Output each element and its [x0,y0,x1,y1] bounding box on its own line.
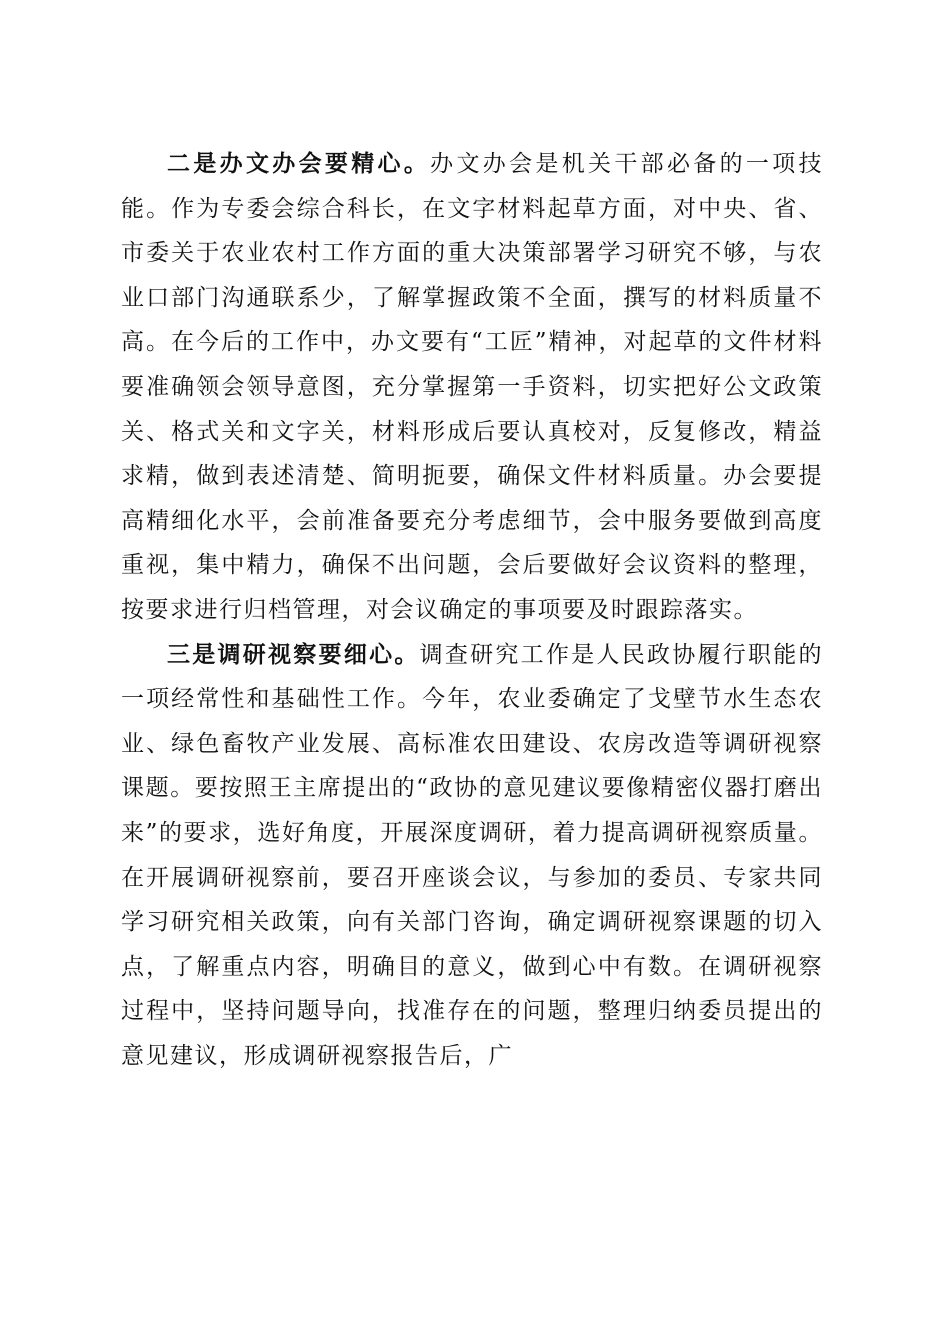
paragraph-research-inspection [121,633,823,1079]
paragraph-body: 调查研究工作是人民政协履行职能的一项经常性和基础性工作。今年，农业委确定了戈壁节水生态农业、绿色畜牧产业发展、高标准农田建设、农房改造等调研视察课题。要按照王主席提出的“政协的意见建议要像精密仪器打磨出来”的要求，选好角度，开展深度调研，着力提高调研视察质量。在开展调研视察前，要召开座谈会议，与参加的委员、专家共同学习研究相关政策，向有关部门咨询，确定调研视察课题的切入点，了解重点内容，明确目的意义，做到心中有数。在调研视察过程中，坚持问题导向，找准存在的问题，整理归纳委员提出的意见建议，形成调研视察报告后，广 [121,641,824,1069]
paragraph-office-work [121,142,823,633]
document-body [121,142,823,1078]
paragraph-lead: 三是调研视察要细心。 [167,640,420,668]
paragraph-lead: 二是办文办会要精心。 [167,150,431,177]
paragraph-body: 办文办会是机关干部必备的一项技能。作为专委会综合科长，在文字材料起草方面，对中央、省、市委关于农业农村工作方面的重大决策部署学习研究不够，与农业口部门沟通联系少，了解掌握政策不全面，撰写的材料质量不高。在今后的工作中，办文要有“工匠”精神，对起草的文件材料要准确领会领导意图，充分掌握第一手资料，切实把好公文政策关、格式关和文字关，材料形成后要认真校对，反复修改，精益求精，做到表述清楚、简明扼要，确保文件材料质量。办会要提高精细化水平，会前准备要充分考虑细节，会中服务要做到高度重视，集中精力，确保不出问题，会后要做好会议资料的整理，按要求进行归档管理，对会议确定的事项要及时跟踪落实。 [121,151,823,623]
